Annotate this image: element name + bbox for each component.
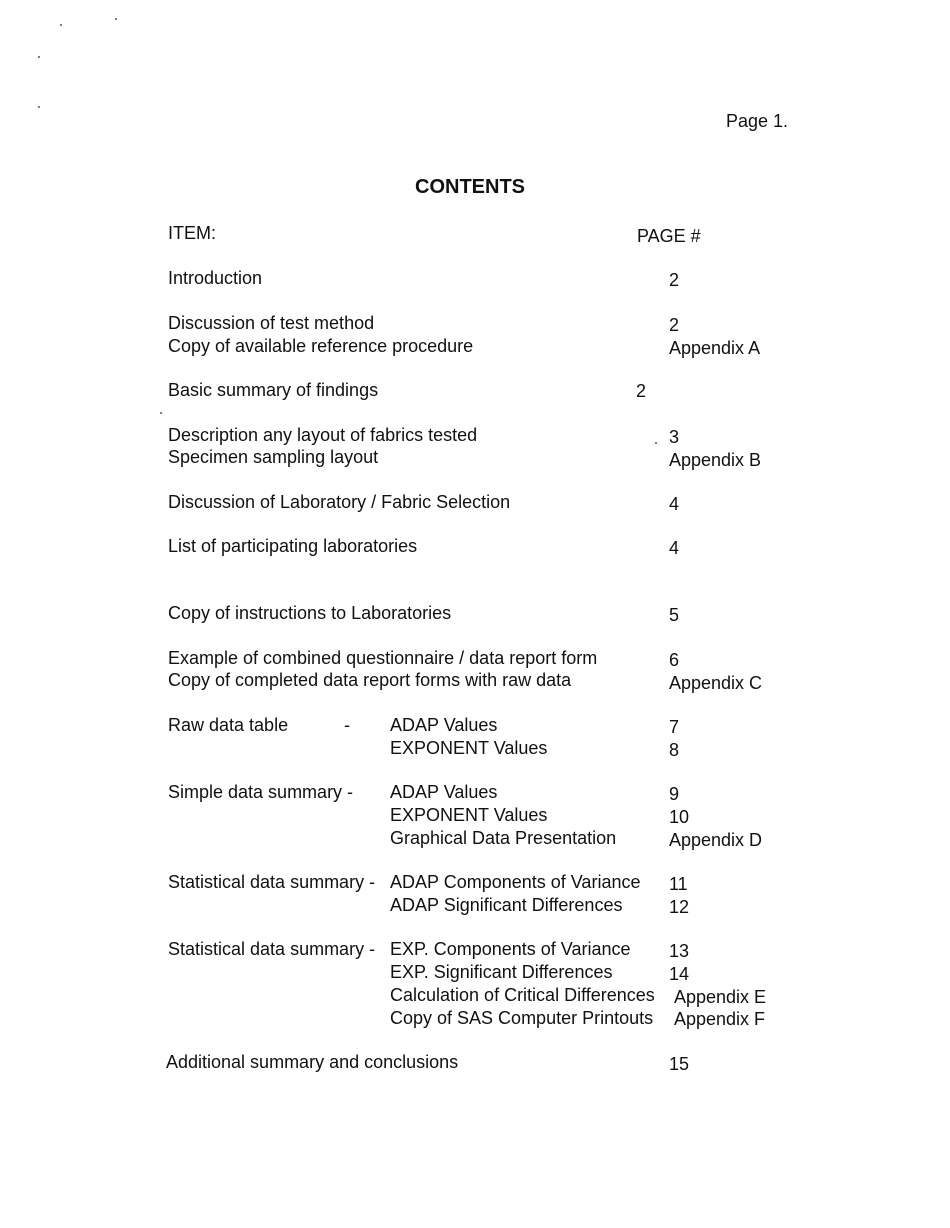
toc-page: 11 [669, 874, 688, 894]
scan-speck [38, 106, 40, 108]
toc-page: Appendix A [669, 338, 761, 358]
toc-subitem: ADAP Values [390, 715, 498, 735]
toc-page: 10 [669, 807, 690, 827]
toc-page: 2 [669, 315, 680, 335]
toc-subitem: ADAP Components of Variance [390, 872, 641, 892]
contents-title: CONTENTS [415, 176, 525, 198]
toc-subitem: Calculation of Critical Differences [390, 985, 655, 1005]
toc-page: 8 [669, 740, 680, 760]
scan-speck [115, 18, 117, 20]
scan-speck [655, 442, 657, 444]
toc-page: Appendix B [669, 450, 762, 470]
toc-item: Example of combined questionnaire / data report form [168, 648, 598, 668]
toc-item: Discussion of Laboratory / Fabric Selection [168, 492, 511, 512]
toc-item: Statistical data summary - [168, 872, 376, 892]
toc-item: Description any layout of fabrics tested [168, 425, 478, 445]
toc-page: 2 [669, 270, 680, 290]
scan-speck [38, 56, 40, 58]
toc-page: 2 [636, 381, 647, 401]
toc-page: 4 [669, 494, 680, 514]
toc-page: 5 [669, 605, 680, 625]
toc-item: Basic summary of findings [168, 380, 379, 400]
item-column-header: ITEM: [168, 223, 216, 243]
toc-item: Additional summary and conclusions [166, 1052, 459, 1072]
toc-page: 13 [669, 941, 690, 961]
toc-subitem: EXP. Significant Differences [390, 962, 613, 982]
toc-page: Appendix F [674, 1009, 766, 1029]
toc-item: Copy of instructions to Laboratories [168, 603, 452, 623]
toc-page: 7 [669, 717, 680, 737]
toc-subitem: Graphical Data Presentation [390, 828, 617, 848]
toc-page: 6 [669, 650, 680, 670]
toc-item: Copy of completed data report forms with raw data [168, 670, 572, 690]
toc-page: 14 [669, 964, 690, 984]
toc-page: 4 [669, 538, 680, 558]
toc-page: 9 [669, 784, 680, 804]
toc-page: 15 [669, 1054, 690, 1074]
toc-item: Raw data table [168, 715, 289, 735]
scan-speck [60, 24, 62, 26]
toc-page: Appendix C [669, 673, 763, 693]
toc-page: Appendix D [669, 830, 763, 850]
toc-item: Introduction [168, 268, 263, 288]
toc-page: 3 [669, 427, 680, 447]
toc-subitem: Copy of SAS Computer Printouts [390, 1008, 654, 1028]
toc-item: Simple data summary - [168, 782, 354, 802]
toc-page: Appendix E [674, 987, 767, 1007]
toc-item: Copy of available reference procedure [168, 336, 474, 356]
toc-item: Specimen sampling layout [168, 447, 379, 467]
page-number-label: Page 1. [726, 111, 789, 131]
toc-subitem: EXPONENT Values [390, 738, 548, 758]
scan-speck [160, 412, 162, 414]
toc-item: Discussion of test method [168, 313, 375, 333]
page-column-header: PAGE # [637, 226, 701, 246]
toc-item: List of participating laboratories [168, 536, 418, 556]
toc-page: 12 [669, 897, 690, 917]
toc-subitem: EXP. Components of Variance [390, 939, 631, 959]
toc-subitem: ADAP Significant Differences [390, 895, 623, 915]
toc-subitem: EXPONENT Values [390, 805, 548, 825]
toc-subitem: ADAP Values [390, 782, 498, 802]
toc-item: Statistical data summary - [168, 939, 376, 959]
toc-dash: - [344, 715, 350, 735]
